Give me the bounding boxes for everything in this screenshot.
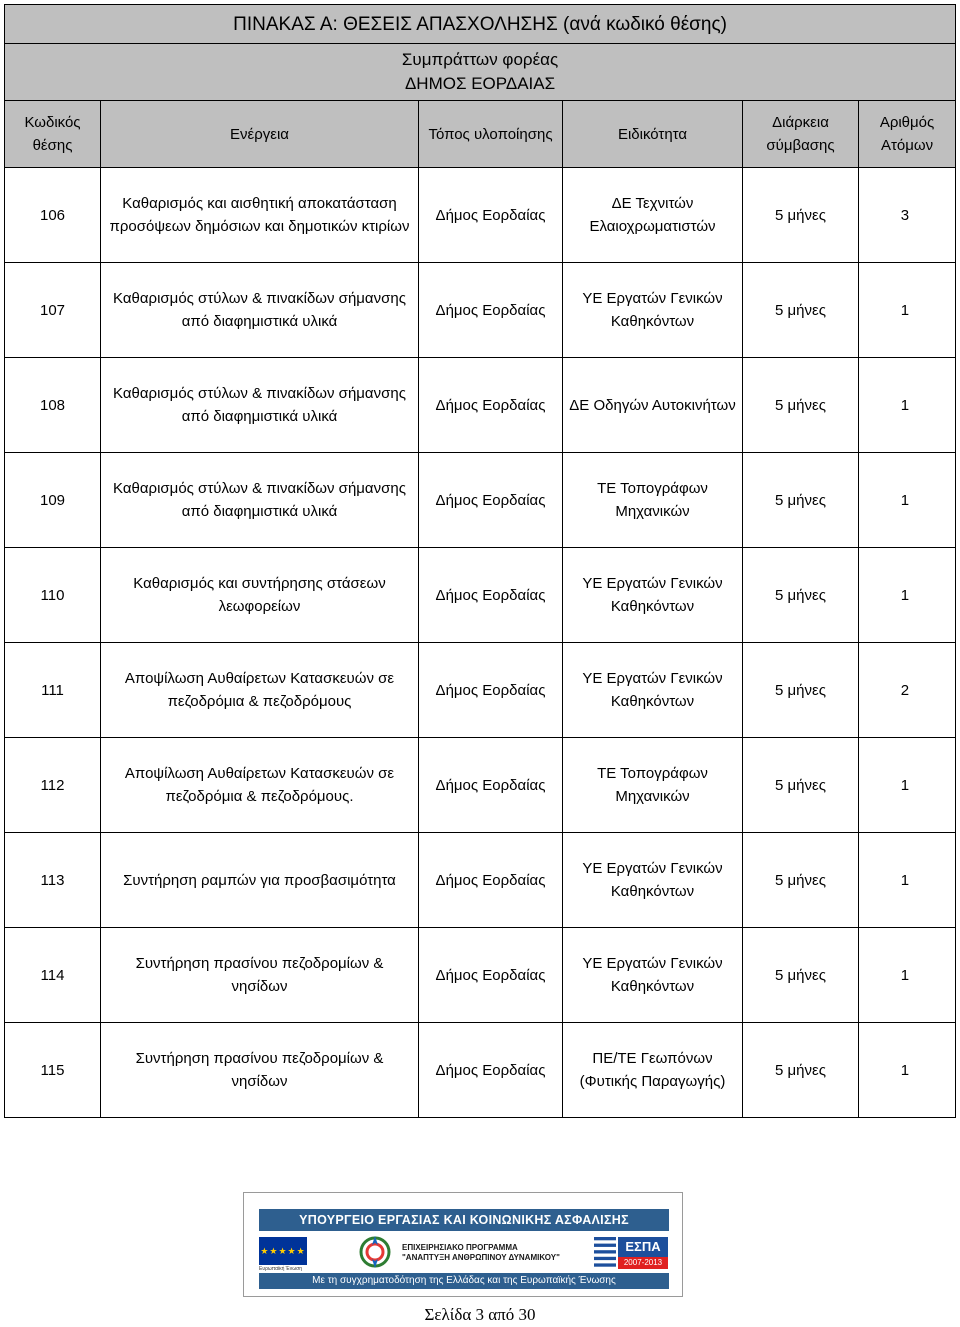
- cell-action: Καθαρισμός στύλων & πινακίδων σήμανσης από διαφημιστικά υλικά: [101, 358, 419, 453]
- subtitle-line-1: Συμπράττων φορέας: [401, 50, 559, 69]
- table-subtitle: [5, 44, 956, 101]
- eu-flag-icon: ★★★★★: [259, 1237, 307, 1265]
- cell-code: 108: [5, 358, 101, 453]
- cell-code: 106: [5, 168, 101, 263]
- cell-action: Αποψίλωση Αυθαίρετων Κατασκευών σε πεζοδρόμια & πεζοδρόμους: [101, 643, 419, 738]
- table-row: [5, 738, 956, 833]
- cell-code: 107: [5, 263, 101, 358]
- cell-count: 2: [859, 643, 956, 738]
- cell-location: Δήμος Εορδαίας: [419, 833, 563, 928]
- cell-specialty: ΥΕ Εργατών Γενικών Καθηκόντων: [563, 833, 743, 928]
- cell-code: 113: [5, 833, 101, 928]
- espa-word: ΕΣΠΑ: [618, 1237, 668, 1257]
- cell-duration: 5 μήνες: [743, 548, 859, 643]
- cell-action: Συντήρηση πρασίνου πεζοδρομίων & νησίδων: [101, 1023, 419, 1118]
- espa-years: 2007-2013: [618, 1257, 668, 1269]
- table-row: [5, 643, 956, 738]
- cell-action: Καθαρισμός και αισθητική αποκατάσταση προσόψεων δημόσιων και δημοτικών κτιρίων: [101, 168, 419, 263]
- cell-count: 1: [859, 738, 956, 833]
- cell-location: Δήμος Εορδαίας: [419, 928, 563, 1023]
- header-code: Κωδικός θέσης: [5, 101, 101, 168]
- cell-code: 110: [5, 548, 101, 643]
- cell-duration: 5 μήνες: [743, 168, 859, 263]
- cell-duration: 5 μήνες: [743, 263, 859, 358]
- table-row: [5, 928, 956, 1023]
- cell-location: Δήμος Εορδαίας: [419, 358, 563, 453]
- table-row: [5, 358, 956, 453]
- header-row: [5, 101, 956, 168]
- cell-duration: 5 μήνες: [743, 928, 859, 1023]
- greek-flag-icon: [594, 1237, 616, 1267]
- cell-count: 1: [859, 358, 956, 453]
- page-number: Σελίδα 3 από 30: [424, 1305, 536, 1324]
- cell-location: Δήμος Εορδαίας: [419, 168, 563, 263]
- cell-action: Αποψίλωση Αυθαίρετων Κατασκευών σε πεζοδρόμια & πεζοδρόμους.: [101, 738, 419, 833]
- cell-specialty: ΥΕ Εργατών Γενικών Καθηκόντων: [563, 548, 743, 643]
- cell-action: Καθαρισμός στύλων & πινακίδων σήμανσης από διαφημιστικά υλικά: [101, 453, 419, 548]
- cell-location: Δήμος Εορδαίας: [419, 738, 563, 833]
- cell-code: 115: [5, 1023, 101, 1118]
- cell-count: 1: [859, 453, 956, 548]
- table-row: [5, 263, 956, 358]
- funding-banner: [243, 1192, 683, 1297]
- table-row: [5, 1023, 956, 1118]
- cell-duration: 5 μήνες: [743, 833, 859, 928]
- cell-duration: 5 μήνες: [743, 453, 859, 548]
- eu-label: Ευρωπαϊκή Ένωση: [259, 1266, 302, 1272]
- cofinance-bar: Με τη συγχρηματοδότηση της Ελλάδας και της Ευρωπαϊκής Ένωσης: [259, 1273, 669, 1289]
- positions-sheet: [4, 4, 955, 1118]
- cell-action: Καθαρισμός στύλων & πινακίδων σήμανσης από διαφημιστικά υλικά: [101, 263, 419, 358]
- cell-duration: 5 μήνες: [743, 1023, 859, 1118]
- header-count: Αριθμός Ατόμων: [859, 101, 956, 168]
- header-location: Τόπος υλοποίησης: [419, 101, 563, 168]
- table-title: ΠΙΝΑΚΑΣ Α: ΘΕΣΕΙΣ ΑΠΑΣΧΟΛΗΣΗΣ (ανά κωδικό θέσης): [5, 5, 956, 44]
- cell-location: Δήμος Εορδαίας: [419, 263, 563, 358]
- cell-code: 109: [5, 453, 101, 548]
- programme-logo-icon: [354, 1233, 396, 1271]
- header-duration: Διάρκεια σύμβασης: [743, 101, 859, 168]
- programme-text: [402, 1243, 582, 1263]
- table-row: [5, 168, 956, 263]
- cell-location: Δήμος Εορδαίας: [419, 1023, 563, 1118]
- programme-line-1: ΕΠΙΧΕΙΡΗΣΙΑΚΟ ΠΡΟΓΡΑΜΜΑ: [402, 1243, 518, 1252]
- cell-count: 1: [859, 548, 956, 643]
- cell-duration: 5 μήνες: [743, 358, 859, 453]
- cell-code: 114: [5, 928, 101, 1023]
- cell-location: Δήμος Εορδαίας: [419, 548, 563, 643]
- cell-action: Καθαρισμός και συντήρησης στάσεων λεωφορείων: [101, 548, 419, 643]
- subtitle-line-2: ΔΗΜΟΣ ΕΟΡΔΑΙΑΣ: [404, 74, 556, 93]
- cell-duration: 5 μήνες: [743, 643, 859, 738]
- cell-count: 1: [859, 1023, 956, 1118]
- cell-specialty: ΠΕ/ΤΕ Γεωπόνων (Φυτικής Παραγωγής): [563, 1023, 743, 1118]
- cell-count: 1: [859, 928, 956, 1023]
- cell-location: Δήμος Εορδαίας: [419, 643, 563, 738]
- cell-specialty: ΤΕ Τοπογράφων Μηχανικών: [563, 738, 743, 833]
- cell-action: Συντήρηση πρασίνου πεζοδρομίων & νησίδων: [101, 928, 419, 1023]
- table-row: [5, 548, 956, 643]
- cell-count: 3: [859, 168, 956, 263]
- espa-logo: [594, 1235, 668, 1271]
- table-row: [5, 453, 956, 548]
- cell-specialty: ΥΕ Εργατών Γενικών Καθηκόντων: [563, 928, 743, 1023]
- cell-specialty: ΥΕ Εργατών Γενικών Καθηκόντων: [563, 263, 743, 358]
- cell-action: Συντήρηση ραμπών για προσβασιμότητα: [101, 833, 419, 928]
- cell-code: 111: [5, 643, 101, 738]
- ministry-bar: ΥΠΟΥΡΓΕΙΟ ΕΡΓΑΣΙΑΣ ΚΑΙ ΚΟΙΝΩΝΙΚΗΣ ΑΣΦΑΛΙΣΗΣ: [259, 1209, 669, 1231]
- cell-specialty: ΔΕ Οδηγών Αυτοκινήτων: [563, 358, 743, 453]
- cell-specialty: ΥΕ Εργατών Γενικών Καθηκόντων: [563, 643, 743, 738]
- cell-count: 1: [859, 263, 956, 358]
- programme-line-2: "ΑΝΑΠΤΥΞΗ ΑΝΘΡΩΠΙΝΟΥ ΔΥΝΑΜΙΚΟΥ": [402, 1253, 560, 1262]
- cell-specialty: ΔΕ Τεχνιτών Ελαιοχρωματιστών: [563, 168, 743, 263]
- header-specialty: Ειδικότητα: [563, 101, 743, 168]
- positions-table: [4, 4, 956, 1118]
- header-action: Ενέργεια: [101, 101, 419, 168]
- cell-specialty: ΤΕ Τοπογράφων Μηχανικών: [563, 453, 743, 548]
- cell-location: Δήμος Εορδαίας: [419, 453, 563, 548]
- cell-duration: 5 μήνες: [743, 738, 859, 833]
- table-row: [5, 833, 956, 928]
- cell-count: 1: [859, 833, 956, 928]
- cell-code: 112: [5, 738, 101, 833]
